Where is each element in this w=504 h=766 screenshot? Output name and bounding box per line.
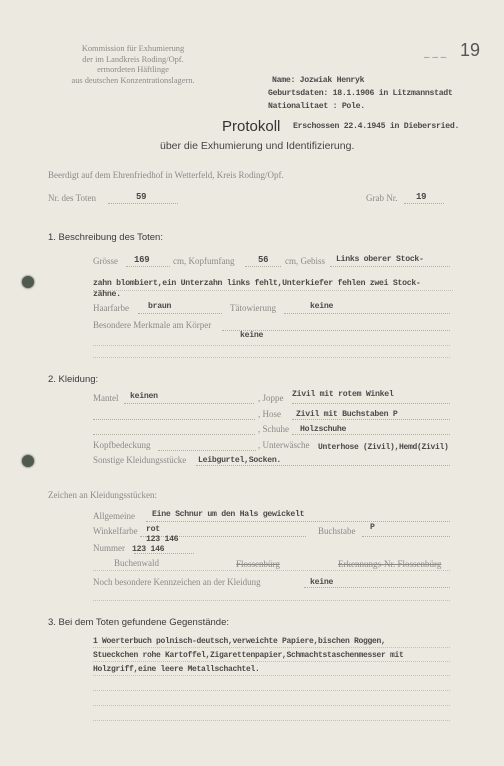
punch-hole [22,455,34,467]
commission-block [58,44,208,86]
number-value: 123 146 [132,545,165,554]
shoes-value: Holzschuhe [300,425,347,434]
page-subtitle: über die Exhumierung und Identifizierung. [160,140,355,152]
trousers-label: , Hose [258,409,281,419]
burial-line: Beerdigt auf dem Ehrenfriedhof in Wetterfeld, Kreis Roding/Opf. [48,170,284,180]
hair-value: braun [148,302,172,311]
teeth-value-2: zahn blombiert,ein Unterzahn links fehlt,Unterkiefer fehlen zwei Stock- [93,279,421,288]
number-label: Nummer [93,543,125,553]
underwear-value: Unterhose (Zivil),Hemd(Zivil) [318,443,449,452]
letter-value: P [370,523,375,532]
other-clothing-value: Leibgurtel,Socken. [198,456,282,465]
teeth-label: cm, Gebiss [285,256,325,266]
headwear-label: Kopfbedeckung [93,440,151,450]
jacket-label: , Joppe [258,393,284,403]
height-label: Grösse [93,256,118,266]
hair-label: Haarfarbe [93,303,129,313]
further-marks-label: Noch besondere Kennzeichen an der Kleidung [93,577,261,587]
angle-color-value: rot [146,525,160,534]
typed-birth: Geburtsdaten: 18.1.1906 in Litzmannstadt [268,89,453,98]
marks-label: Besondere Merkmale am Körper [93,320,212,330]
head-circumference-value: 56 [258,255,269,265]
commission-line: der im Landkreis Roding/Opf. [82,54,184,64]
height-unit-label: cm, Kopfumfang [173,256,235,266]
angle-color-label: Winkelfarbe [93,526,138,536]
coat-label: Mantel [93,393,119,403]
jacket-value: Zivil mit rotem Winkel [292,390,394,399]
marks-value: keine [240,331,264,340]
tattoo-label: Tätowierung [230,303,276,313]
angle-number: 123 146 [146,535,179,544]
dead-number-value: 59 [136,192,147,202]
typed-shot: Erschossen 22.4.1945 in Diebersried. [293,122,460,131]
typed-nationality: Nationalitaet : Pole. [268,102,365,111]
other-clothing-label: Sonstige Kleidungsstücke [93,455,187,465]
section1-heading: 1. Beschreibung des Toten: [48,232,163,243]
commission-line: Kommission für Exhumierung [81,44,185,53]
commission-line: ermordeten Häftlinge [97,65,169,75]
general-label: Allgemeine [93,511,135,521]
section2-heading: 2. Kleidung: [48,374,99,385]
coat-value: keinen [130,392,158,401]
further-marks-value: keine [310,578,334,587]
page-number: 19 [460,40,481,60]
items-line-1: 1 Woerterbuch polnisch-deutsch,verweichte Papiere,bischen Roggen, [93,637,386,646]
page-title: Protokoll [222,118,281,135]
height-value: 169 [134,255,150,265]
commission-line: aus deutschen Konzentrationslagern. [71,75,195,85]
shoes-label: , Schuhe [258,424,289,434]
typed-name: Name: Jozwiak Henryk [272,76,365,85]
trousers-value: Zivil mit Buchstaben P [296,410,398,419]
tattoo-value: keine [310,302,334,311]
teeth-value-1: Links oberer Stock- [336,255,424,264]
underwear-label: , Unterwäsche [258,440,310,450]
camp-id-flossenbuerg: Erkennungs-Nr. Flossenbürg [338,559,442,569]
camp-flossenbuerg: Flossenbürg [236,559,280,569]
teeth-value-3: zähne. [93,290,121,299]
page-number-dash: – – – [424,52,447,63]
marks-heading: Zeichen an Kleidungsstücken: [48,490,157,500]
items-line-3: Holzgriff,eine leere Metallschachtel. [93,665,260,674]
grave-number-label: Grab Nr. [366,193,398,203]
grave-number-value: 19 [416,192,427,202]
section3-heading: 3. Bei dem Toten gefundene Gegenstände: [48,617,229,628]
punch-hole [22,276,34,288]
general-value: Eine Schnur um den Hals gewickelt [152,510,305,519]
camp-buchenwald: Buchenwald [114,558,159,568]
dead-number-label: Nr. des Toten [48,193,96,203]
letter-label: Buchstabe [318,526,356,536]
items-line-2: Stueckchen rohe Kartoffel,Zigarettenpapier,Schmachtstaschenmesser mit [93,651,404,660]
